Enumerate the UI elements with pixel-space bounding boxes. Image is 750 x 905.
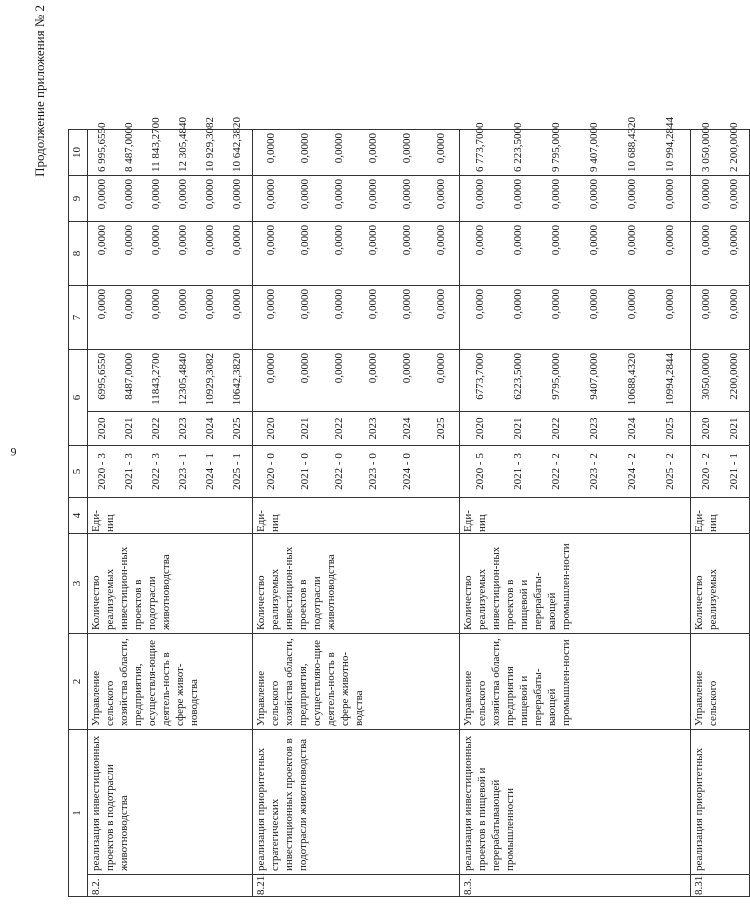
year-value: 2022 [550, 417, 562, 440]
amount-col-8-value: 0,0000 [299, 225, 311, 256]
continuation-caption: Продолжение приложения № 2 [32, 5, 47, 177]
amount-col-6-value: 0,0000 [435, 353, 447, 384]
amount-col-9-cell [253, 176, 460, 222]
year-value: 2020 [265, 417, 277, 440]
amount-col-7-value: 0,0000 [204, 289, 216, 320]
amount-col-9-stack [692, 179, 748, 218]
amount-col-8-value: 0,0000 [512, 225, 524, 256]
year-value: 2024 [626, 417, 638, 440]
amount-col-7-value: 0,0000 [512, 289, 524, 320]
year-value: 2025 [435, 417, 447, 440]
amount-col-6-value: 10642,3820 [231, 353, 243, 406]
amount-col-9-value: 0,0000 [96, 179, 108, 210]
page-number: 9 [10, 444, 17, 459]
amount-col-7-value: 0,0000 [265, 289, 277, 320]
amount-col-8-value: 0,0000 [626, 225, 638, 256]
amount-col-6-cell [691, 350, 750, 412]
target-value-stack [461, 449, 689, 494]
amount-col-10-value: 0,0000 [333, 133, 345, 164]
amount-col-6-value: 8487,0000 [123, 353, 135, 400]
amount-col-10-stack [692, 122, 748, 172]
amount-col-9-value: 0,0000 [265, 179, 277, 210]
amount-col-10-value: 0,0000 [299, 133, 311, 164]
amount-col-10-value: 2 200,0000 [728, 122, 740, 172]
amount-col-9-stack [89, 179, 251, 218]
table-body [88, 22, 750, 897]
amount-col-7-value: 0,0000 [231, 289, 243, 320]
year-value: 2025 [231, 417, 243, 440]
year-value: 2021 [299, 417, 311, 440]
amount-col-9-value: 0,0000 [626, 179, 638, 210]
year-value: 2023 [588, 417, 600, 440]
target-value-value: 2021 - 3 [512, 453, 524, 490]
year-value: 2021 [728, 417, 740, 440]
amount-col-6-value: 0,0000 [265, 353, 277, 384]
amount-col-7-value: 0,0000 [626, 289, 638, 320]
target-value-value: 2024 - 1 [204, 453, 216, 490]
header-col-9: 9 [69, 176, 88, 222]
amount-col-6-value: 12305,4840 [177, 353, 189, 406]
year-cell [460, 412, 691, 446]
appendix-table-container [68, 22, 750, 897]
amount-col-8-value: 0,0000 [231, 225, 243, 256]
amount-col-8-value: 0,0000 [435, 225, 447, 256]
header-col-10: 10 [69, 130, 88, 176]
amount-col-6-value: 0,0000 [401, 353, 413, 384]
amount-col-10-cell [253, 130, 460, 176]
amount-col-9-cell [88, 176, 253, 222]
target-value-cell [88, 446, 253, 498]
amount-col-8-cell [88, 222, 253, 286]
header-col-5: 5 [69, 446, 88, 498]
amount-col-6-value: 10688,4320 [626, 353, 638, 406]
amount-col-9-value: 0,0000 [150, 179, 162, 210]
amount-col-8-value: 0,0000 [401, 225, 413, 256]
target-value-stack [254, 449, 458, 494]
target-value-value: 2020 - 0 [265, 453, 277, 490]
amount-col-10-value: 10 642,3820 [231, 117, 243, 172]
amount-col-10-stack [89, 117, 251, 172]
amount-col-9-value: 0,0000 [664, 179, 676, 210]
header-col-2: 2 [69, 634, 88, 730]
amount-col-10-value: 8 487,0000 [123, 122, 135, 172]
amount-col-9-cell [691, 176, 750, 222]
amount-col-6-stack [692, 353, 748, 408]
year-cell [253, 412, 460, 446]
amount-col-8-value: 0,0000 [474, 225, 486, 256]
amount-col-7-value: 0,0000 [550, 289, 562, 320]
amount-col-9-value: 0,0000 [231, 179, 243, 210]
amount-col-10-value: 6 995,6550 [96, 122, 108, 172]
target-value-value: 2021 - 1 [728, 453, 740, 490]
target-value-value: 2024 - 0 [401, 453, 413, 490]
year-value: 2025 [664, 417, 676, 440]
amount-col-9-value: 0,0000 [367, 179, 379, 210]
amount-col-6-value: 0,0000 [367, 353, 379, 384]
amount-col-10-value: 0,0000 [435, 133, 447, 164]
row-number: 8.31. [691, 875, 750, 897]
amount-col-8-stack [692, 225, 748, 282]
amount-col-6-stack [254, 353, 458, 408]
amount-col-6-stack [89, 353, 251, 408]
amount-col-9-value: 0,0000 [401, 179, 413, 210]
target-value-cell [253, 446, 460, 498]
header-col-6: 6 [69, 350, 88, 446]
amount-col-10-value: 10 929,3082 [204, 117, 216, 172]
amount-col-10-cell [460, 117, 691, 176]
amount-col-10-value: 10 688,4320 [626, 117, 638, 172]
header-col-7: 7 [69, 286, 88, 350]
amount-col-7-cell [88, 286, 253, 350]
amount-col-7-value: 0,0000 [474, 289, 486, 320]
header-col-1: 1 [69, 730, 88, 897]
unit: Еди-ниц [691, 498, 750, 534]
target-value-cell [691, 446, 750, 498]
amount-col-9-value: 0,0000 [728, 179, 740, 210]
amount-col-7-cell [691, 286, 750, 350]
measure-name: реализация инвестиционных проектов в пищевой и перерабатывающей промышленности [460, 730, 691, 875]
year-stack [692, 413, 748, 444]
year-value: 2022 [333, 417, 345, 440]
amount-col-6-cell [253, 350, 460, 412]
unit: Еди-ниц [88, 498, 253, 534]
year-value: 2021 [512, 417, 524, 440]
amount-col-10-value: 3 050,0000 [700, 122, 712, 172]
amount-col-7-value: 0,0000 [728, 289, 740, 320]
appendix-table [68, 21, 750, 897]
amount-col-8-stack [254, 225, 458, 282]
amount-col-10-cell [88, 117, 253, 176]
amount-col-8-value: 0,0000 [123, 225, 135, 256]
amount-col-9-value: 0,0000 [512, 179, 524, 210]
amount-col-8-value: 0,0000 [265, 225, 277, 256]
amount-col-10-value: 12 305,4840 [177, 117, 189, 172]
row-number: 8.3. [460, 875, 691, 897]
executor: Управление сельского хозяйства области, предприятия, осуществляю-щие деятель-ность в сфере животно-водства [253, 634, 460, 730]
amount-col-9-value: 0,0000 [588, 179, 600, 210]
amount-col-10-cell [691, 122, 750, 176]
amount-col-9-value: 0,0000 [299, 179, 311, 210]
target-value-value: 2021 - 0 [299, 453, 311, 490]
year-value: 2023 [177, 417, 189, 440]
year-value: 2020 [474, 417, 486, 440]
amount-col-9-value: 0,0000 [700, 179, 712, 210]
amount-col-10-value: 6 773,7000 [474, 122, 486, 172]
amount-col-7-cell [253, 286, 460, 350]
amount-col-10-value: 0,0000 [401, 133, 413, 164]
amount-col-8-value: 0,0000 [150, 225, 162, 256]
measure-name: реализация приоритетных [691, 730, 750, 875]
amount-col-8-cell [691, 222, 750, 286]
amount-col-7-stack [461, 289, 689, 346]
amount-col-10-value: 9 795,0000 [550, 122, 562, 172]
target-value-value: 2022 - 2 [550, 453, 562, 490]
indicator: Количество реализуемых инвестицион-ных проектов в подотрасли животноводства [253, 534, 460, 634]
year-value: 2020 [700, 417, 712, 440]
header-col-4: 4 [69, 498, 88, 534]
table-row [88, 22, 253, 897]
amount-col-9-cell [460, 176, 691, 222]
target-value-value [424, 449, 458, 494]
row-number: 8.2. [88, 875, 253, 897]
target-value-cell [460, 446, 691, 498]
measure-name: реализация приоритетных стратегических инвестиционных проектов в подотрасли животноводства [253, 730, 460, 875]
year-value: 2024 [401, 417, 413, 440]
measure-name: реализация инвестиционных проектов в подотрасли животноводства [88, 730, 253, 875]
amount-col-8-value: 0,0000 [664, 225, 676, 256]
amount-col-7-value: 0,0000 [299, 289, 311, 320]
amount-col-8-value: 0,0000 [550, 225, 562, 256]
amount-col-6-value: 0,0000 [333, 353, 345, 384]
amount-col-7-value: 0,0000 [700, 289, 712, 320]
header-col-8: 8 [69, 222, 88, 286]
amount-col-10-value: 6 223,5000 [512, 122, 524, 172]
amount-col-7-stack [254, 289, 458, 346]
year-cell [88, 412, 253, 446]
target-value-value: 2023 - 2 [588, 453, 600, 490]
amount-col-10-value: 9 407,0000 [588, 122, 600, 172]
amount-col-8-value: 0,0000 [177, 225, 189, 256]
amount-col-9-value: 0,0000 [204, 179, 216, 210]
amount-col-9-stack [254, 179, 458, 218]
amount-col-6-cell [460, 350, 691, 412]
year-value: 2020 [96, 417, 108, 440]
amount-col-7-value: 0,0000 [588, 289, 600, 320]
amount-col-6-value: 9407,0000 [588, 353, 600, 400]
amount-col-8-cell [460, 222, 691, 286]
amount-col-8-value: 0,0000 [333, 225, 345, 256]
table-row [460, 22, 691, 897]
row-number: 8.21. [253, 875, 460, 897]
target-value-value: 2023 - 1 [177, 453, 189, 490]
amount-col-6-value: 10994,2844 [664, 353, 676, 406]
amount-col-8-value: 0,0000 [96, 225, 108, 256]
amount-col-8-value: 0,0000 [728, 225, 740, 256]
target-value-stack [692, 449, 748, 494]
amount-col-9-value: 0,0000 [123, 179, 135, 210]
year-value: 2022 [150, 417, 162, 440]
amount-col-10-stack [254, 133, 458, 172]
target-value-value: 2025 - 1 [231, 453, 243, 490]
amount-col-9-value: 0,0000 [333, 179, 345, 210]
amount-col-7-value: 0,0000 [664, 289, 676, 320]
executor: Управление сельского хозяйства области, предприятия пищевой и перерабаты-вающей промышлен-ности [460, 634, 691, 730]
target-value-value: 2023 - 0 [367, 453, 379, 490]
amount-col-9-value: 0,0000 [177, 179, 189, 210]
target-value-value: 2022 - 3 [150, 453, 162, 490]
amount-col-6-value: 0,0000 [299, 353, 311, 384]
amount-col-7-stack [89, 289, 251, 346]
year-cell [691, 412, 750, 446]
amount-col-8-value: 0,0000 [204, 225, 216, 256]
amount-col-8-value: 0,0000 [700, 225, 712, 256]
header-row [69, 22, 88, 897]
amount-col-9-value: 0,0000 [550, 179, 562, 210]
amount-col-10-stack [461, 117, 689, 172]
indicator: Количество реализуемых инвестицион-ных проектов в подотрасли животноводства [88, 534, 253, 634]
amount-col-6-cell [88, 350, 253, 412]
target-value-value: 2022 - 0 [333, 453, 345, 490]
amount-col-10-value: 10 994,2844 [664, 117, 676, 172]
table-row [691, 22, 750, 897]
year-stack [461, 413, 689, 444]
year-stack [254, 413, 458, 444]
target-value-value: 2025 - 2 [664, 453, 676, 490]
target-value-value: 2020 - 3 [96, 453, 108, 490]
amount-col-7-value: 0,0000 [96, 289, 108, 320]
amount-col-8-cell [253, 222, 460, 286]
amount-col-6-value: 6223,5000 [512, 353, 524, 400]
target-value-value: 2020 - 2 [700, 453, 712, 490]
indicator: Количество реализуемых инвестицион-ных проектов в пищевой и перерабаты-вающей промышлен-ности [460, 534, 691, 634]
unit: Еди-ниц [460, 498, 691, 534]
amount-col-10-value: 11 843,2700 [150, 117, 162, 172]
amount-col-9-stack [461, 179, 689, 218]
table-row [253, 22, 460, 897]
year-stack [89, 413, 251, 444]
amount-col-7-value: 0,0000 [401, 289, 413, 320]
executor: Управление сельского хозяйства области, предприятия, осуществля-ющие деятель-ность в сфере живот-новодства [88, 634, 253, 730]
year-value: 2024 [204, 417, 216, 440]
year-value: 2021 [123, 417, 135, 440]
target-value-stack [89, 449, 251, 494]
amount-col-7-stack [692, 289, 748, 346]
amount-col-6-value: 9795,0000 [550, 353, 562, 400]
target-value-value: 2024 - 2 [626, 453, 638, 490]
executor: Управление сельского [691, 634, 750, 730]
amount-col-7-value: 0,0000 [435, 289, 447, 320]
amount-col-7-value: 0,0000 [150, 289, 162, 320]
amount-col-7-value: 0,0000 [333, 289, 345, 320]
amount-col-6-value: 3050,0000 [700, 353, 712, 400]
amount-col-7-value: 0,0000 [123, 289, 135, 320]
header-col-3: 3 [69, 534, 88, 634]
amount-col-6-value: 2200,0000 [728, 353, 740, 400]
amount-col-6-stack [461, 353, 689, 408]
amount-col-9-value: 0,0000 [435, 179, 447, 210]
amount-col-6-value: 10929,3082 [204, 353, 216, 406]
amount-col-6-value: 6773,7000 [474, 353, 486, 400]
target-value-value: 2020 - 5 [474, 453, 486, 490]
target-value-value: 2021 - 3 [123, 453, 135, 490]
amount-col-8-value: 0,0000 [588, 225, 600, 256]
amount-col-6-value: 11843,2700 [150, 353, 162, 405]
amount-col-8-value: 0,0000 [367, 225, 379, 256]
amount-col-6-value: 6995,6550 [96, 353, 108, 400]
amount-col-7-value: 0,0000 [177, 289, 189, 320]
year-value: 2023 [367, 417, 379, 440]
amount-col-8-stack [89, 225, 251, 282]
amount-col-8-stack [461, 225, 689, 282]
amount-col-10-value: 0,0000 [265, 133, 277, 164]
indicator: Количество реализуемых [691, 534, 750, 634]
amount-col-10-value: 0,0000 [367, 133, 379, 164]
amount-col-7-cell [460, 286, 691, 350]
amount-col-9-value: 0,0000 [474, 179, 486, 210]
unit: Еди-ниц [253, 498, 460, 534]
amount-col-7-value: 0,0000 [367, 289, 379, 320]
